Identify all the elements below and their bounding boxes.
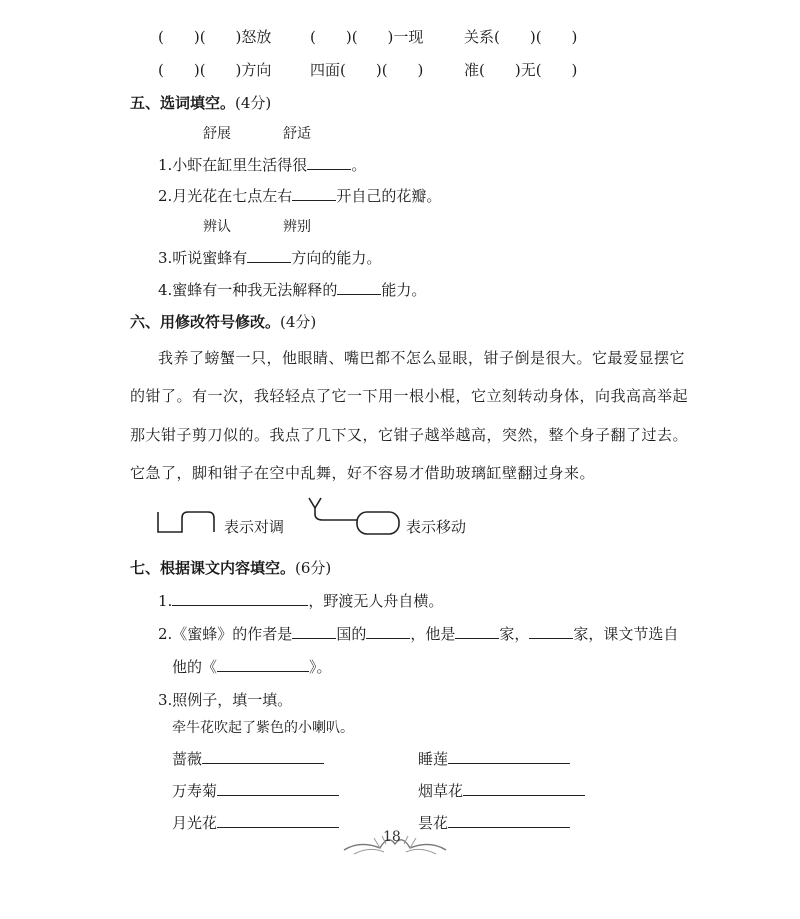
answer-blank[interactable]: [529, 624, 573, 639]
question-text: 1.: [158, 592, 173, 610]
answer-blank[interactable]: [172, 591, 308, 606]
answer-line[interactable]: [448, 813, 570, 828]
flower-name: 蔷薇: [172, 750, 203, 768]
answer-blank[interactable]: [292, 624, 336, 639]
word-option: 辨认: [203, 219, 231, 235]
answer-line[interactable]: [217, 781, 339, 796]
question-text: 1.小虾在缸里生活得很: [158, 156, 308, 174]
fill-question: [158, 623, 678, 644]
page-number: 18: [383, 829, 401, 845]
fill-question: [172, 656, 332, 677]
move-mark-icon: [305, 494, 405, 536]
fill-question: [158, 590, 443, 611]
idiom-5: 四面( )( ): [310, 61, 424, 79]
section7-score: (6分): [295, 559, 332, 577]
answer-blank[interactable]: [337, 280, 381, 295]
legend-move-label: 表示移动: [406, 518, 467, 536]
question-text: ，他是: [410, 625, 456, 643]
passage-line: 它急了，脚和钳子在空中乱舞，好不容易才借助玻璃缸壁翻过身来。: [130, 464, 596, 482]
question-text: 能力。: [381, 281, 427, 299]
fill-question: [158, 154, 366, 175]
flower-name: 昙花: [418, 814, 449, 832]
answer-blank[interactable]: [217, 657, 309, 672]
answer-line[interactable]: [217, 813, 339, 828]
question-text: 3.听说蜜蜂有: [158, 249, 248, 267]
question-text: ，野渡无人舟自横。: [308, 592, 444, 610]
answer-blank[interactable]: [455, 624, 499, 639]
passage-line: 的钳了。有一次，我轻轻点了它一下用一根小棍，它立刻转动身体，向我高高举起: [130, 387, 689, 405]
question-text: 》。: [309, 658, 332, 676]
section5-heading: [130, 92, 271, 113]
word-option: 舒展: [203, 126, 231, 142]
flower-name: 万寿菊: [172, 782, 218, 800]
question-text: 开自己的花瓣。: [336, 187, 442, 205]
fill-question: [158, 279, 426, 300]
answer-line[interactable]: [463, 781, 585, 796]
question-text: 2.《蜜蜂》的作者是: [158, 625, 293, 643]
flower-fill: [172, 812, 339, 833]
section6-heading: [130, 311, 316, 332]
idiom-1: ( )( )怒放: [158, 28, 272, 46]
answer-line[interactable]: [448, 749, 570, 764]
idiom-4: ( )( )方向: [158, 61, 272, 79]
flower-name: 烟草花: [418, 782, 464, 800]
example-sentence: 牵牛花吹起了紫色的小喇叭。: [172, 720, 354, 736]
word-option: 辨别: [283, 219, 311, 235]
answer-line[interactable]: [202, 749, 324, 764]
question-text: 4.蜜蜂有一种我无法解释的: [158, 281, 338, 299]
question-text: 。: [351, 156, 367, 174]
question-text: 他的《: [172, 658, 218, 676]
fill-question: [158, 247, 381, 268]
section5-title: 五、选词填空。: [130, 94, 236, 112]
passage-line: 那大钳子剪刀似的。我点了几下又，它钳子越举越高，突然，整个身子翻了过去。: [130, 426, 689, 444]
fill-question: [158, 185, 441, 206]
legend-swap-label: 表示对调: [224, 518, 285, 536]
flower-fill: [418, 780, 585, 801]
answer-blank[interactable]: [366, 624, 410, 639]
question-text: 家，课文节选自: [573, 625, 679, 643]
question-text: 国的: [336, 625, 367, 643]
question-text: 2.月光花在七点左右: [158, 187, 293, 205]
answer-blank[interactable]: [307, 155, 351, 170]
passage-line: 我养了螃蟹一只，他眼睛、嘴巴都不怎么显眼，钳子倒是很大。它最爱显摆它: [158, 349, 686, 367]
swap-mark-icon: [150, 510, 220, 540]
answer-blank[interactable]: [247, 248, 291, 263]
idiom-6: 准( )无( ): [464, 61, 578, 79]
question-text: 家，: [499, 625, 530, 643]
idiom-3: 关系( )( ): [464, 28, 578, 46]
flower-fill: [172, 748, 324, 769]
question-3-instruction: 3.照例子，填一填。: [158, 691, 293, 709]
section7-title: 七、根据课文内容填空。: [130, 559, 296, 577]
flower-name: 睡莲: [418, 750, 449, 768]
answer-blank[interactable]: [292, 186, 336, 201]
word-option: 舒适: [283, 126, 311, 142]
flower-name: 月光花: [172, 814, 218, 832]
section5-score: (4分): [235, 94, 272, 112]
section7-heading: [130, 557, 331, 578]
flower-fill: [172, 780, 339, 801]
section6-score: (4分): [280, 313, 317, 331]
idiom-2: ( )( )一现: [310, 28, 424, 46]
section6-title: 六、用修改符号修改。: [130, 313, 281, 331]
flower-fill: [418, 748, 570, 769]
question-text: 方向的能力。: [291, 249, 382, 267]
